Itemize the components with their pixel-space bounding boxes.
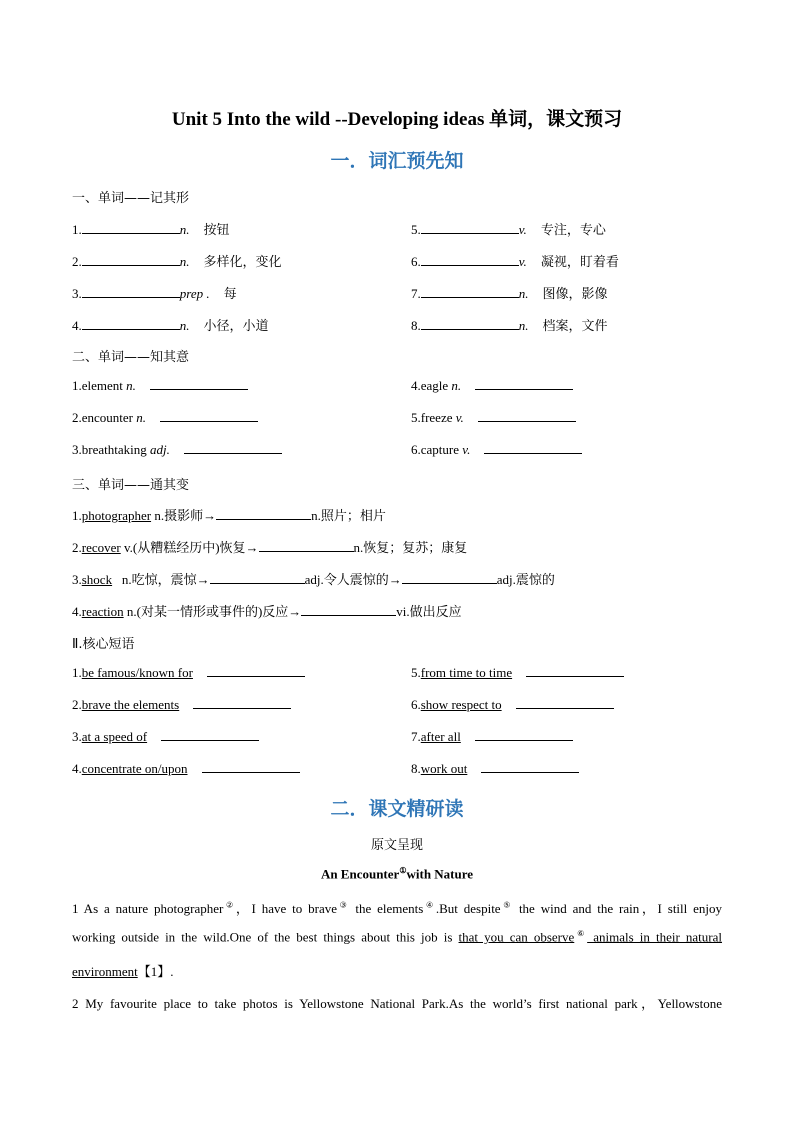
text-title: An Encounter①with Nature (320, 866, 474, 882)
answer-blank[interactable] (82, 222, 180, 234)
vocab-item-3: 3. prep . 每 (72, 286, 237, 301)
vocab-item-1: 1. n. 按钮 (72, 222, 230, 237)
phrase-item-1: 1.be famous/known for (72, 665, 305, 681)
word-form-item-3: 3.shock n.吃惊，震惊→ adj.令人震惊的→ adj.震惊的 (72, 572, 555, 587)
part3-heading: 三、单词——通其变 (72, 478, 190, 493)
phrase-item-6: 6.show respect to (411, 697, 614, 713)
section-heading-reading: 二．课文精研读 (330, 798, 464, 820)
answer-blank[interactable] (421, 286, 519, 298)
paragraph-1-line-3: environment【1】. (72, 964, 174, 979)
answer-blank[interactable] (82, 286, 180, 298)
phrase-item-2: 2.brave the elements (72, 697, 291, 713)
phrase-item-7: 7.after all (411, 729, 573, 745)
vocab-item-5: 5. v. 专注，专心 (411, 222, 606, 237)
part1-heading: 一、单词——记其形 (72, 191, 190, 206)
vocab-item-2: 2. n. 多样化，变化 (72, 254, 282, 269)
answer-blank[interactable] (475, 729, 573, 741)
paragraph-1-line-1: 1 As a nature photographer②，I have to brave③ the elements④.But despite⑤ the wind and the rain，I still enjoy (72, 900, 723, 916)
meaning-item-5: 5.freeze v. (411, 410, 576, 426)
answer-blank[interactable] (82, 254, 180, 266)
section-heading-vocabulary: 一．词汇预先知 (330, 150, 464, 172)
original-text-label: 原文呈现 (370, 838, 423, 853)
answer-blank[interactable] (475, 378, 573, 390)
answer-blank[interactable] (421, 254, 519, 266)
meaning-item-6: 6.capture v. (411, 442, 582, 458)
phrase-item-5: 5.from time to time (411, 665, 624, 681)
paragraph-1-line-2: working outside in the wild.One of the best things about this job is that you can observe⑥ animals in their natural (72, 929, 723, 945)
answer-blank[interactable] (184, 442, 282, 454)
part4-heading: Ⅱ.核心短语 (72, 637, 135, 652)
answer-blank[interactable] (526, 665, 624, 677)
meaning-item-4: 4.eagle n. (411, 378, 573, 394)
answer-blank[interactable] (421, 318, 519, 330)
answer-blank[interactable] (216, 508, 311, 520)
vocab-item-4: 4. n. 小径，小道 (72, 318, 269, 333)
word-form-item-4: 4.reaction n.(对某一情形或事件的)反应→ vi.做出反应 (72, 604, 462, 619)
answer-blank[interactable] (421, 222, 519, 234)
answer-blank[interactable] (207, 665, 305, 677)
meaning-item-3: 3.breathtaking adj. (72, 442, 282, 458)
answer-blank[interactable] (82, 318, 180, 330)
word-form-item-2: 2.recover v.(从糟糕经历中)恢复→ n.恢复；复苏；康复 (72, 540, 468, 555)
word-form-item-1: 1.photographer n.摄影师→ n.照片；相片 (72, 508, 386, 523)
phrase-item-8: 8.work out (411, 761, 579, 777)
answer-blank[interactable] (478, 410, 576, 422)
answer-blank[interactable] (516, 697, 614, 709)
answer-blank[interactable] (210, 572, 305, 584)
page-title: Unit 5 Into the wild --Developing ideas 单词，课文预习 (171, 109, 623, 130)
answer-blank[interactable] (484, 442, 582, 454)
answer-blank[interactable] (259, 540, 354, 552)
answer-blank[interactable] (202, 761, 300, 773)
answer-blank[interactable] (160, 410, 258, 422)
answer-blank[interactable] (402, 572, 497, 584)
answer-blank[interactable] (301, 604, 396, 616)
paragraph-2-line-1: 2 My favourite place to take photos is Yellowstone National Park.As the world’s first national park，Yellowstone (72, 996, 722, 1011)
answer-blank[interactable] (161, 729, 259, 741)
meaning-item-1: 1.element n. (72, 378, 248, 394)
meaning-item-2: 2.encounter n. (72, 410, 258, 426)
answer-blank[interactable] (481, 761, 579, 773)
vocab-item-8: 8. n. 档案，文件 (411, 318, 608, 333)
answer-blank[interactable] (193, 697, 291, 709)
phrase-item-4: 4.concentrate on/upon (72, 761, 300, 777)
phrase-item-3: 3.at a speed of (72, 729, 259, 745)
vocab-item-7: 7. n. 图像，影像 (411, 286, 608, 301)
answer-blank[interactable] (150, 378, 248, 390)
vocab-item-6: 6. v. 凝视，盯着看 (411, 254, 619, 269)
part2-heading: 二、单词——知其意 (72, 350, 190, 365)
